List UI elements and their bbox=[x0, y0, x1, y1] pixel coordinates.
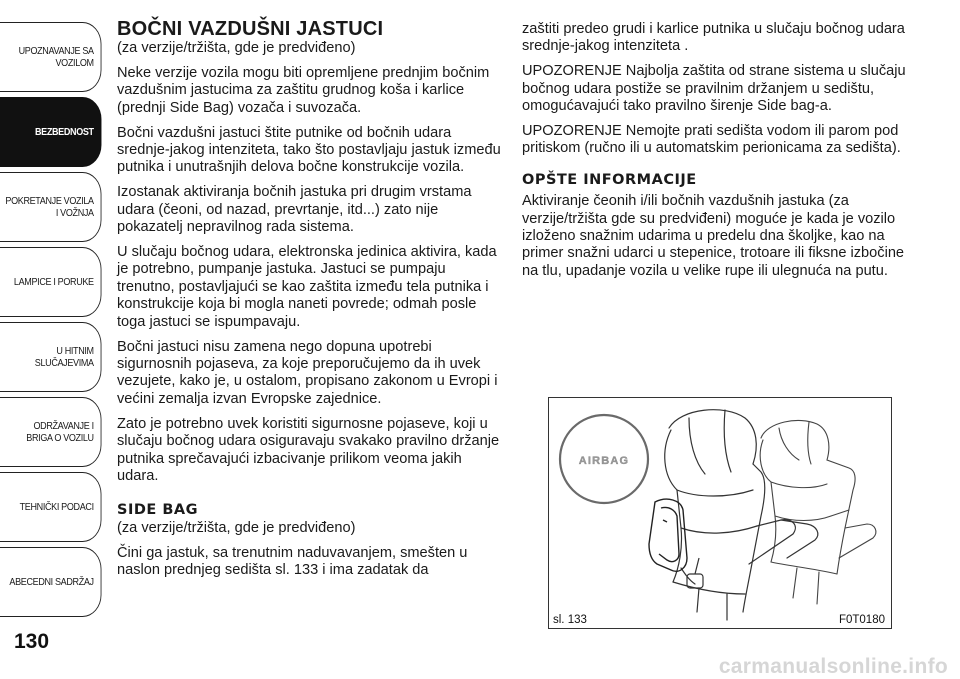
page-number: 130 bbox=[14, 630, 50, 653]
side-bag-subtitle: (za verzije/tržišta, gde je predviđeno) bbox=[117, 519, 356, 536]
watermark: carmanualsonline.info bbox=[718, 655, 948, 678]
nav-tab-label: ODRŽAVANJE I bbox=[33, 420, 94, 432]
paragraph: Izostanak aktiviranja bočnih jastuka pri drugim vrstama udara (čeoni, od nazad, prevrtanje, itd...) zato nije pokazatelj nepravilnog rada sistema. bbox=[117, 184, 472, 236]
nav-tab-label: ABECEDNI SADRŽAJ bbox=[9, 576, 94, 588]
warning-paragraph: UPOZORENJE Najbolja zaštita od strane sistema u slučaju bočnog udara postiže se pravilnim držanjem u sedištu, omogućavajući tako pravilno širenje Side bag-a. bbox=[522, 63, 906, 115]
nav-tab-label: VOZILOM bbox=[55, 57, 94, 69]
nav-tab[interactable] bbox=[0, 547, 101, 617]
general-info-text: Aktiviranje čeonih i/ili bočnih vazdušnih jastuka (za verzije/tržišta gde su predviđeni) moguće je kada je vozilo izloženo snažnim udarima u predelu dna školjke, kao na primer snažni udarci u stepenice, trotoare ili fiksne izbočine na tlu, upadanje vozila u velike rupe ili ulegnuća na putu. bbox=[522, 193, 905, 279]
figure-code: F0T0180 bbox=[838, 614, 885, 626]
left-column bbox=[117, 18, 502, 587]
side-bag-heading: SIDE BAG bbox=[117, 502, 199, 519]
nav-tab-label: LAMPICE I PORUKE bbox=[13, 276, 94, 288]
nav-tab[interactable] bbox=[0, 247, 101, 317]
nav-tab-label: TEHNIČKI PODACI bbox=[19, 501, 94, 513]
right-column bbox=[522, 21, 912, 288]
airbag-label: AIRBAG bbox=[578, 455, 630, 467]
nav-tab[interactable] bbox=[0, 397, 101, 467]
nav-tab[interactable] bbox=[0, 322, 101, 392]
nav-tab-label: BRIGA O VOZILU bbox=[26, 432, 94, 444]
nav-tab-label: BEZBEDNOST bbox=[34, 126, 94, 138]
seat-airbag-figure bbox=[548, 397, 892, 629]
nav-tab-label: U HITNIM bbox=[56, 345, 94, 357]
nav-tab[interactable] bbox=[0, 472, 101, 542]
paragraph: Zato je potrebno uvek koristiti sigurnosne pojaseve, koji u slučaju bočnog udara osiguravaju svakako pravilno držanje putnika sprečavajući izbacivanje prilikom veoma jakih udara. bbox=[117, 415, 500, 484]
section-title: BOČNI VAZDUŠNI JASTUCI bbox=[117, 18, 384, 40]
paragraph: Neke verzije vozila mogu biti opremljene prednjim bočnim vazdušnim jastucima za zaštitu grudnog koša i karlice (prednji Side Bag) vozača i suvozača. bbox=[117, 64, 490, 116]
paragraph: U slučaju bočnog udara, elektronska jedinica aktivira, kada je potrebno, pumpanje jastuka. Jastuci se pumpaju trenutno, postavljajući se kao zaštita između tela putnika i konstrukcije koja bi mogla naneti povrede; odmah posle toga jastuci se ispumpavaju. bbox=[117, 244, 497, 330]
nav-tab-label: SLUČAJEVIMA bbox=[34, 357, 94, 369]
continuation-paragraph: zaštiti predeo grudi i karlice putnika u slučaju bočnog udara srednje-jakog intenziteta . bbox=[522, 21, 905, 55]
warning-paragraph: UPOZORENJE Nemojte prati sedišta vodom ili parom pod pritiskom (ručno ili u automatskim perionicama za sedišta). bbox=[522, 123, 901, 157]
nav-tab[interactable] bbox=[0, 97, 101, 167]
seat-illustration bbox=[549, 398, 890, 627]
nav-tab[interactable] bbox=[0, 22, 101, 92]
paragraph: Bočni vazdušni jastuci štite putnike od bočnih udara srednje-jakog intenziteta, tako što postavljaju jastuk između putnika i unutrašnjih delova bočne konstrukcije vozila. bbox=[117, 124, 501, 176]
nav-tab-label: I VOŽNJA bbox=[55, 207, 94, 219]
section-nav bbox=[0, 22, 103, 622]
general-info-heading: OPŠTE INFORMACIJE bbox=[522, 171, 697, 188]
paragraph: Bočni jastuci nisu zamena nego dopuna upotrebi sigurnosnih pojaseva, za koje preporučujemo da ih uvek vezujete, kako je, u ostalom, propisano zakonom u Evropi i većini zemalja izvan Evropske zajednice. bbox=[117, 338, 498, 407]
section-subtitle: (za verzije/tržišta, gde je predviđeno) bbox=[117, 40, 356, 56]
nav-tab[interactable] bbox=[0, 172, 101, 242]
nav-tab-label: UPOZNAVANJE SA bbox=[18, 45, 94, 57]
nav-tab-label: POKRETANJE VOZILA bbox=[5, 195, 94, 207]
side-bag-text: Čini ga jastuk, sa trenutnim naduvavanjem, smešten u naslon prednjeg sedišta sl. 133 i ima zadatak da bbox=[117, 544, 468, 579]
figure-caption: sl. 133 bbox=[553, 614, 587, 626]
